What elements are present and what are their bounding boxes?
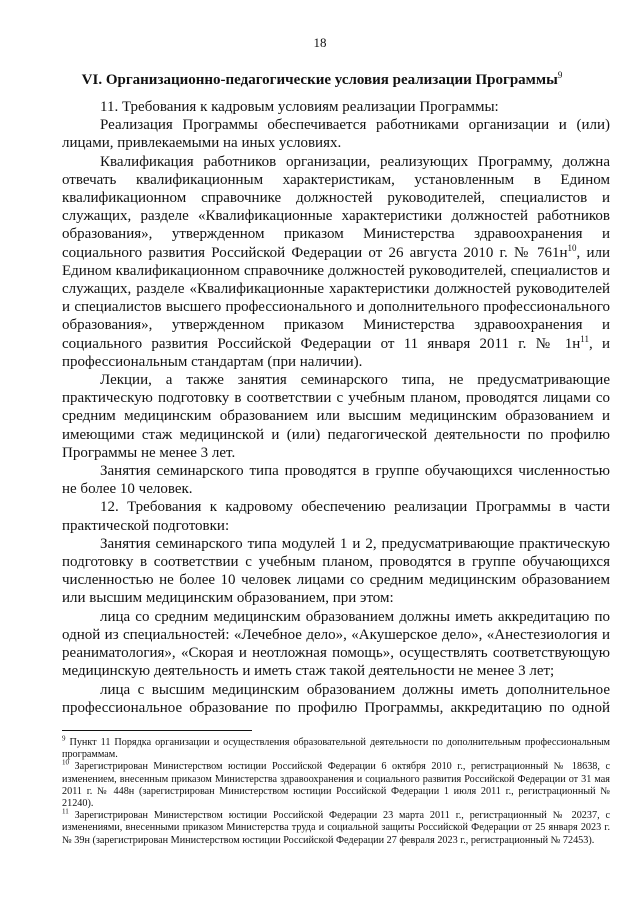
paragraph-practical-training-requirements	[62, 498, 610, 534]
paragraph-seminar-modules	[62, 535, 610, 608]
paragraph-text: Квалификация работников организации, реализующих Программу, должна отвечать квалификационным характеристикам, установленным в Едином квалификационном справочнике должностей руководителей, специалистов и служащих, разделе «Квалификационные характеристики должностей работников образования», утвержденном приказом Министерства здравоохранения и социального развития Российской Федерации от 26 августа 2010 г. № 761н	[62, 153, 610, 261]
paragraph-text: , или Едином квалификационном справочнике должностей руководителей, специалистов и служащих, разделе «Квалификационные характеристики должностей руководителей и специалистов высшего профессионального и дополнительного профессионального образования», утвержденном приказом Министерства здравоохранения и социального развития Российской Федерации от 11 января 2011 г. № 1н	[62, 244, 610, 352]
page-number: 18	[313, 35, 327, 50]
paragraph-text: лица с высшим медицинским образованием должны иметь дополнительное профессиональное образование по профилю Программы, аккредитацию по одной	[62, 681, 610, 716]
paragraph-seminar-group-size	[62, 462, 610, 498]
paragraph-text: лица со средним медицинским образованием должны иметь аккредитацию по одной из специальностей: «Лечебное дело», «Акушерское дело», «Анестезиология и реаниматология», «Скорая и неотложная помощь», осуществлять соответствующую медицинскую деятельность и иметь стаж такой деятельности не менее 3 лет;	[62, 608, 610, 680]
footnote-mark: 10	[62, 759, 69, 768]
footnote-item	[62, 761, 610, 810]
paragraph-text: 11. Требования к кадровым условиям реализации Программы:	[100, 99, 499, 115]
footnote-ref: 10	[567, 242, 577, 253]
paragraph-text: Занятия семинарского типа проводятся в группе обучающихся численностью не более 10 человек.	[62, 463, 610, 498]
footnote-divider	[62, 730, 252, 731]
footnote-text: Пункт 11 Порядка организации и осуществления образовательной деятельности по дополнительным профессиональным программам.	[62, 737, 610, 761]
section-heading-footnote-ref: 9	[557, 70, 563, 80]
footnotes	[62, 734, 610, 847]
paragraph-implementation	[62, 116, 610, 152]
paragraph-text: Реализация Программы обеспечивается работниками организации и (или) лицами, привлекаемыми на иных условиях.	[62, 117, 610, 152]
footnote-text: Зарегистрирован Министерством юстиции Российской Федерации 23 марта 2011 г., регистрационный № 20237, с изменениями, внесенными приказом Министерства труда и социальной защиты Российской Федерации от 25 января 2023 г. № 39н (зарегистрирован Министерством юстиции Российской Федерации 27 февраля 2023 г., регистрационный № 72453).	[62, 810, 610, 846]
paragraph-qualification	[62, 153, 610, 371]
paragraph-secondary-education	[62, 608, 610, 681]
paragraph-text: , и профессиональным стандартам (при наличии).	[62, 335, 611, 370]
footnote-mark: 9	[62, 734, 66, 743]
section-heading-text: VI. Организационно-педагогические условия реализации Программы	[81, 72, 558, 88]
footnote-item	[62, 807, 610, 847]
section-heading	[62, 66, 582, 89]
paragraph-higher-education	[62, 681, 610, 717]
footnote-item	[62, 734, 610, 761]
paragraph-lectures	[62, 371, 610, 462]
paragraph-text: Лекции, а также занятия семинарского типа, не предусматривающие практическую подготовку в соответствии с учебным планом, проводятся лицами со средним медицинским образованием или высшим медицинским образованием и имеющими стаж медицинской и (или) педагогической деятельности по профилю Программы не менее 3 лет.	[62, 372, 610, 461]
paragraph-text: 12. Требования к кадровому обеспечению реализации Программы в части практической подготовки:	[62, 499, 610, 534]
footnote-ref: 11	[580, 333, 589, 344]
paragraph-text: Занятия семинарского типа модулей 1 и 2, предусматривающие практическую подготовку в соответствии с учебным планом, проводятся в группе обучающихся численностью не более 10 человек лицами со средним медицинским образованием или высшим медицинским образованием, при этом:	[62, 535, 610, 607]
footnote-mark: 11	[62, 807, 69, 816]
paragraph-requirements-intro	[62, 98, 610, 116]
body-text	[62, 98, 610, 717]
footnote-text: Зарегистрирован Министерством юстиции Российской Федерации 6 октября 2010 г., регистрационный № 18638, с изменением, внесенным приказом Министерства здравоохранения и социального развития Российской Федерации от 31 мая 2011 г. № 448н (зарегистрирован Министерством юстиции Российской Федерации 1 июля 2011 г., регистрационный № 21240).	[62, 761, 610, 810]
